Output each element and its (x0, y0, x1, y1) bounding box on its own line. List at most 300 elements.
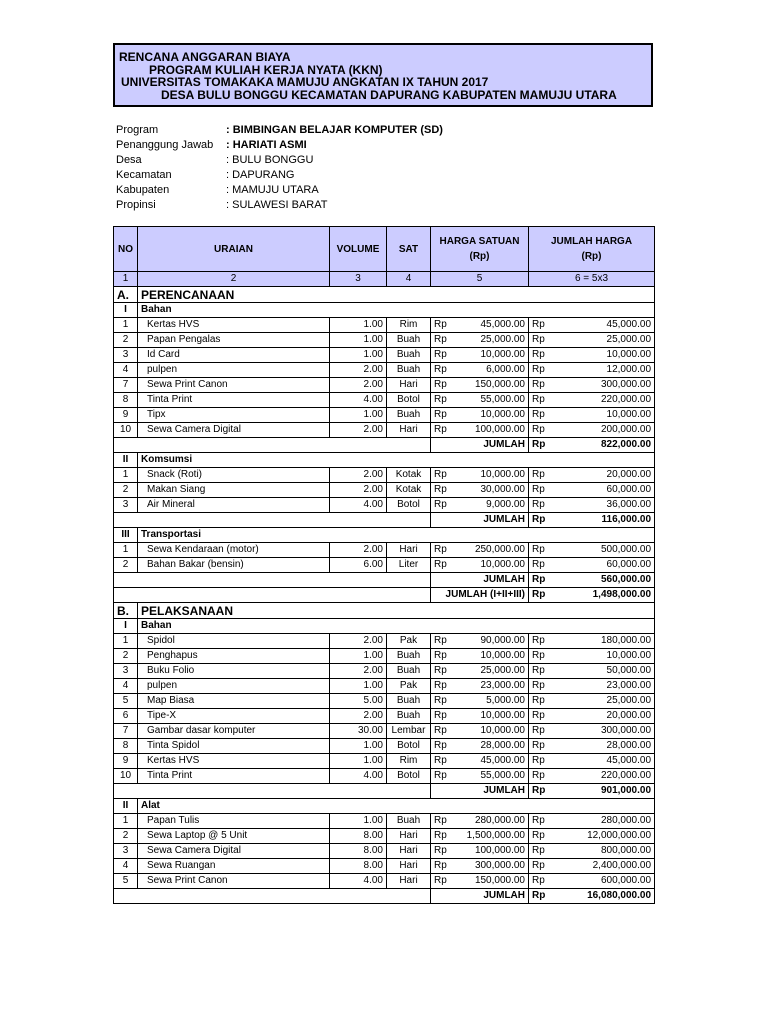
item-volume: 2.00 (363, 484, 383, 495)
item-volume: 2.00 (363, 710, 383, 721)
table-row (114, 694, 655, 709)
item-unit: Botol (397, 770, 420, 781)
item-total: 10,000.00 (606, 650, 652, 661)
item-volume: 4.00 (363, 394, 383, 405)
group-row (114, 619, 655, 634)
item-total: 25,000.00 (606, 695, 652, 706)
item-unit: Kotak (395, 469, 422, 480)
item-volume: 1.00 (363, 815, 383, 826)
item-no: 3 (122, 845, 129, 856)
item-unit: Hari (399, 830, 418, 841)
currency-label: Rp (532, 890, 546, 901)
section-total-row (114, 588, 655, 603)
group-roman: II (122, 800, 129, 811)
subtotal-value: 16,080,000.00 (587, 890, 652, 901)
group-title: Transportasi (138, 528, 655, 543)
currency-label: Rp (434, 469, 447, 480)
item-no: 1 (122, 815, 129, 826)
table-row (114, 754, 655, 769)
item-price: 10,000.00 (480, 710, 525, 721)
item-volume: 2.00 (363, 635, 383, 646)
item-volume: 1.00 (363, 755, 383, 766)
group-roman: I (124, 304, 127, 315)
item-total: 300,000.00 (600, 725, 652, 736)
item-name: Spidol (147, 635, 175, 646)
table-row (114, 769, 655, 784)
item-name: Gambar dasar komputer (147, 725, 256, 736)
item-total: 600,000.00 (600, 875, 652, 886)
item-price: 10,000.00 (480, 725, 525, 736)
subtotal-row (114, 513, 655, 528)
item-price: 9,000.00 (486, 499, 525, 510)
col-num-3: 3 (330, 272, 387, 287)
currency-label: Rp (434, 875, 447, 886)
item-name: pulpen (147, 364, 178, 375)
group-title: Alat (138, 799, 655, 814)
item-name: Makan Siang (147, 484, 206, 495)
info-key: Desa (116, 154, 142, 166)
item-volume: 2.00 (363, 469, 383, 480)
col-jumlah-unit: (Rp) (581, 251, 602, 262)
table-row (114, 814, 655, 829)
item-name: Tinta Print (147, 770, 193, 781)
currency-label: Rp (532, 559, 545, 570)
item-total: 25,000.00 (606, 334, 652, 345)
item-total: 60,000.00 (606, 484, 652, 495)
info-value: : BIMBINGAN BELAJAR KOMPUTER (SD) (226, 124, 443, 136)
col-harga (431, 227, 529, 272)
currency-label: Rp (434, 635, 447, 646)
item-volume: 4.00 (363, 770, 383, 781)
item-price: 6,000.00 (486, 364, 525, 375)
table-row (114, 468, 655, 483)
section-total-value: 1,498,000.00 (592, 589, 652, 600)
subtotal-spacer (114, 784, 431, 799)
item-total: 50,000.00 (606, 665, 652, 676)
item-price: 45,000.00 (480, 755, 525, 766)
item-unit: Buah (396, 815, 421, 826)
section-title: PERENCANAAN (138, 287, 655, 303)
item-unit: Buah (396, 695, 421, 706)
info-value: : MAMUJU UTARA (226, 184, 319, 196)
currency-label: Rp (532, 439, 546, 450)
currency-label: Rp (532, 650, 545, 661)
item-volume: 1.00 (363, 740, 383, 751)
budget-table (113, 226, 655, 904)
group-row (114, 528, 655, 543)
currency-label: Rp (532, 544, 545, 555)
currency-label: Rp (434, 559, 447, 570)
item-price: 45,000.00 (480, 319, 525, 330)
table-row (114, 724, 655, 739)
item-price: 300,000.00 (474, 860, 525, 871)
currency-label: Rp (532, 334, 545, 345)
currency-label: Rp (532, 875, 545, 886)
subtotal-label: JUMLAH (431, 889, 529, 904)
currency-label: Rp (532, 845, 545, 856)
item-price: 10,000.00 (480, 650, 525, 661)
col-num-1: 1 (114, 272, 138, 287)
col-uraian: URAIAN (138, 227, 330, 272)
table-row (114, 348, 655, 363)
currency-label: Rp (532, 349, 545, 360)
item-total: 180,000.00 (600, 635, 652, 646)
item-name: Snack (Roti) (147, 469, 203, 480)
currency-label: Rp (532, 755, 545, 766)
item-volume: 2.00 (363, 665, 383, 676)
section-row (114, 603, 655, 619)
table-row (114, 483, 655, 498)
group-roman: I (124, 620, 127, 631)
item-total: 28,000.00 (606, 740, 652, 751)
subtotal-spacer (114, 573, 431, 588)
item-name: Sewa Print Canon (147, 875, 228, 886)
item-price: 30,000.00 (480, 484, 525, 495)
section-code: A. (117, 287, 129, 302)
item-volume: 1.00 (363, 319, 383, 330)
currency-label: Rp (532, 635, 545, 646)
item-no: 2 (122, 559, 129, 570)
item-no: 4 (122, 860, 129, 871)
header-line-2: PROGRAM KULIAH KERJA NYATA (KKN) (149, 63, 383, 77)
subtotal-spacer (114, 438, 431, 453)
info-value: : HARIATI ASMI (226, 139, 307, 151)
item-volume: 4.00 (363, 875, 383, 886)
item-volume: 5.00 (363, 695, 383, 706)
info-key: Penanggung Jawab (116, 139, 214, 151)
col-harga-unit: (Rp) (469, 251, 490, 262)
item-volume: 4.00 (363, 499, 383, 510)
item-unit: Buah (396, 650, 421, 661)
item-total: 220,000.00 (600, 770, 652, 781)
document-header (113, 43, 653, 107)
group-title: Bahan (138, 303, 655, 318)
currency-label: Rp (532, 394, 545, 405)
item-no: 10 (119, 424, 132, 435)
group-row (114, 453, 655, 468)
currency-label: Rp (532, 785, 546, 796)
item-volume: 1.00 (363, 409, 383, 420)
column-number-row (114, 272, 655, 287)
group-roman: II (122, 454, 129, 465)
item-total: 20,000.00 (606, 469, 652, 480)
item-price: 150,000.00 (474, 379, 525, 390)
col-harga-label: HARGA SATUAN (439, 236, 520, 247)
item-unit: Lembar (391, 725, 426, 736)
item-name: Map Biasa (147, 695, 195, 706)
item-unit: Pak (399, 635, 418, 646)
subtotal-row (114, 573, 655, 588)
item-total: 300,000.00 (600, 379, 652, 390)
item-unit: Rim (399, 755, 418, 766)
info-key: Kecamatan (116, 169, 172, 181)
item-total: 60,000.00 (606, 559, 652, 570)
item-unit: Liter (398, 559, 419, 570)
table-row (114, 408, 655, 423)
item-price: 28,000.00 (480, 740, 525, 751)
col-sat: SAT (387, 227, 431, 272)
group-title: Bahan (138, 619, 655, 634)
group-roman: III (121, 529, 130, 540)
table-row (114, 363, 655, 378)
currency-label: Rp (434, 499, 447, 510)
table-row (114, 664, 655, 679)
header-line-3: UNIVERSITAS TOMAKAKA MAMUJU ANGKATAN IX TAHUN 2017 (121, 75, 489, 89)
table-row (114, 649, 655, 664)
item-name: Id Card (147, 349, 180, 360)
item-name: pulpen (147, 680, 178, 691)
col-num-2: 2 (138, 272, 330, 287)
currency-label: Rp (434, 815, 447, 826)
item-no: 8 (122, 740, 129, 751)
header-line-4: DESA BULU BONGGU KECAMATAN DAPURANG KABUPATEN MAMUJU UTARA (161, 88, 617, 102)
currency-label: Rp (532, 680, 545, 691)
currency-label: Rp (434, 740, 447, 751)
item-volume: 6.00 (363, 559, 383, 570)
currency-label: Rp (532, 815, 545, 826)
item-price: 10,000.00 (480, 559, 525, 570)
item-volume: 1.00 (363, 650, 383, 661)
item-name: Sewa Camera Digital (147, 424, 241, 435)
subtotal-row (114, 889, 655, 904)
item-name: Sewa Print Canon (147, 379, 228, 390)
subtotal-label: JUMLAH (431, 438, 529, 453)
item-price: 10,000.00 (480, 349, 525, 360)
currency-label: Rp (434, 710, 447, 721)
currency-label: Rp (434, 319, 447, 330)
currency-label: Rp (434, 650, 447, 661)
table-row (114, 859, 655, 874)
item-unit: Hari (399, 379, 418, 390)
currency-label: Rp (532, 665, 545, 676)
item-total: 10,000.00 (606, 409, 652, 420)
currency-label: Rp (532, 860, 545, 871)
info-value: : DAPURANG (226, 169, 295, 181)
currency-label: Rp (532, 424, 545, 435)
currency-label: Rp (532, 364, 545, 375)
item-no: 8 (122, 394, 129, 405)
item-total: 45,000.00 (606, 755, 652, 766)
item-volume: 2.00 (363, 379, 383, 390)
item-price: 280,000.00 (474, 815, 525, 826)
item-name: Tinta Spidol (147, 740, 200, 751)
table-row (114, 874, 655, 889)
currency-label: Rp (532, 499, 545, 510)
info-key: Propinsi (116, 199, 156, 211)
item-unit: Pak (399, 680, 418, 691)
item-total: 12,000.00 (606, 364, 652, 375)
currency-label: Rp (434, 680, 447, 691)
table-row (114, 844, 655, 859)
currency-label: Rp (532, 409, 545, 420)
item-total: 20,000.00 (606, 710, 652, 721)
currency-label: Rp (434, 830, 447, 841)
item-no: 9 (122, 409, 129, 420)
table-row (114, 378, 655, 393)
currency-label: Rp (434, 409, 447, 420)
currency-label: Rp (434, 725, 447, 736)
item-unit: Botol (397, 394, 420, 405)
table-row (114, 558, 655, 573)
group-title: Komsumsi (138, 453, 655, 468)
subtotal-value: 116,000.00 (601, 514, 652, 525)
section-row (114, 287, 655, 303)
currency-label: Rp (532, 574, 546, 585)
currency-label: Rp (434, 349, 447, 360)
item-unit: Kotak (395, 484, 422, 495)
currency-label: Rp (434, 755, 447, 766)
item-volume: 8.00 (363, 830, 383, 841)
item-price: 23,000.00 (480, 680, 525, 691)
item-no: 2 (122, 334, 129, 345)
currency-label: Rp (532, 830, 545, 841)
currency-label: Rp (434, 334, 447, 345)
item-total: 500,000.00 (600, 544, 652, 555)
item-unit: Hari (399, 424, 418, 435)
item-unit: Botol (397, 499, 420, 510)
item-name: Bahan Bakar (bensin) (147, 559, 244, 570)
col-num-5: 5 (431, 272, 529, 287)
item-no: 5 (122, 875, 129, 886)
item-no: 1 (122, 469, 129, 480)
item-price: 100,000.00 (474, 845, 525, 856)
item-name: Tipe-X (147, 710, 177, 721)
item-volume: 8.00 (363, 860, 383, 871)
item-unit: Hari (399, 544, 418, 555)
item-no: 7 (122, 725, 129, 736)
item-no: 6 (122, 710, 129, 721)
item-price: 5,000.00 (486, 695, 525, 706)
item-volume: 1.00 (363, 349, 383, 360)
table-row (114, 498, 655, 513)
item-name: Tipx (147, 409, 166, 420)
item-price: 10,000.00 (480, 409, 525, 420)
col-num-6: 6 = 5x3 (529, 272, 655, 287)
currency-label: Rp (434, 484, 447, 495)
item-name: Sewa Camera Digital (147, 845, 241, 856)
subtotal-spacer (114, 513, 431, 528)
currency-label: Rp (532, 484, 545, 495)
col-jumlah-label: JUMLAH HARGA (550, 236, 633, 247)
subtotal-value: 901,000.00 (600, 785, 652, 796)
currency-label: Rp (434, 695, 447, 706)
currency-label: Rp (532, 725, 545, 736)
item-price: 25,000.00 (480, 665, 525, 676)
item-no: 7 (122, 379, 129, 390)
item-total: 36,000.00 (606, 499, 652, 510)
item-total: 2,400,000.00 (592, 860, 652, 871)
currency-label: Rp (532, 710, 545, 721)
info-value: : SULAWESI BARAT (226, 199, 328, 211)
item-total: 12,000,000.00 (587, 830, 652, 841)
subtotal-spacer (114, 889, 431, 904)
item-price: 90,000.00 (480, 635, 525, 646)
item-volume: 1.00 (363, 334, 383, 345)
currency-label: Rp (532, 695, 545, 706)
table-row (114, 393, 655, 408)
currency-label: Rp (434, 394, 447, 405)
col-num-4: 4 (387, 272, 431, 287)
item-name: Kertas HVS (147, 319, 200, 330)
subtotal-row (114, 784, 655, 799)
col-volume: VOLUME (330, 227, 387, 272)
item-unit: Buah (396, 349, 421, 360)
currency-label: Rp (434, 845, 447, 856)
subtotal-value: 560,000.00 (600, 574, 652, 585)
item-price: 1,500,000.00 (466, 830, 525, 841)
item-name: Sewa Kendaraan (motor) (147, 544, 259, 555)
currency-label: Rp (532, 319, 545, 330)
currency-label: Rp (434, 424, 447, 435)
item-name: Sewa Laptop @ 5 Unit (147, 830, 248, 841)
currency-label: Rp (532, 514, 546, 525)
col-jumlah (529, 227, 655, 272)
subtotal-label: JUMLAH (431, 784, 529, 799)
item-no: 4 (122, 680, 129, 691)
item-total: 200,000.00 (600, 424, 652, 435)
item-unit: Buah (396, 334, 421, 345)
item-no: 1 (122, 544, 129, 555)
item-price: 55,000.00 (480, 770, 525, 781)
subtotal-label: JUMLAH (431, 573, 529, 588)
item-unit: Buah (396, 710, 421, 721)
header-line-1: RENCANA ANGGARAN BIAYA (119, 50, 291, 64)
item-name: Papan Pengalas (147, 334, 221, 345)
item-no: 9 (122, 755, 129, 766)
currency-label: Rp (434, 770, 447, 781)
item-unit: Buah (396, 665, 421, 676)
item-unit: Buah (396, 364, 421, 375)
item-no: 10 (119, 770, 132, 781)
table-row (114, 709, 655, 724)
currency-label: Rp (532, 589, 546, 600)
currency-label: Rp (532, 379, 545, 390)
item-no: 1 (122, 319, 129, 330)
item-total: 800,000.00 (600, 845, 652, 856)
currency-label: Rp (434, 364, 447, 375)
table-row (114, 829, 655, 844)
item-no: 3 (122, 349, 129, 360)
total-spacer (114, 588, 431, 603)
section-code: B. (117, 603, 129, 618)
table-row (114, 318, 655, 333)
item-total: 280,000.00 (600, 815, 652, 826)
item-name: Penghapus (147, 650, 198, 661)
section-title: PELAKSANAAN (138, 603, 655, 619)
item-total: 220,000.00 (600, 394, 652, 405)
item-price: 150,000.00 (474, 875, 525, 886)
item-no: 2 (122, 830, 129, 841)
section-total-label: JUMLAH (I+II+III) (431, 588, 529, 603)
item-no: 3 (122, 665, 129, 676)
item-name: Sewa Ruangan (147, 860, 216, 871)
item-name: Tinta Print (147, 394, 193, 405)
table-row (114, 634, 655, 649)
item-price: 10,000.00 (480, 469, 525, 480)
currency-label: Rp (434, 665, 447, 676)
item-unit: Hari (399, 845, 418, 856)
info-key: Kabupaten (116, 184, 170, 196)
item-no: 2 (122, 484, 129, 495)
info-value: : BULU BONGGU (226, 154, 314, 166)
item-price: 100,000.00 (474, 424, 525, 435)
item-name: Air Mineral (147, 499, 195, 510)
currency-label: Rp (532, 740, 545, 751)
item-volume: 2.00 (363, 364, 383, 375)
item-unit: Buah (396, 409, 421, 420)
item-no: 2 (122, 650, 129, 661)
subtotal-label: JUMLAH (431, 513, 529, 528)
